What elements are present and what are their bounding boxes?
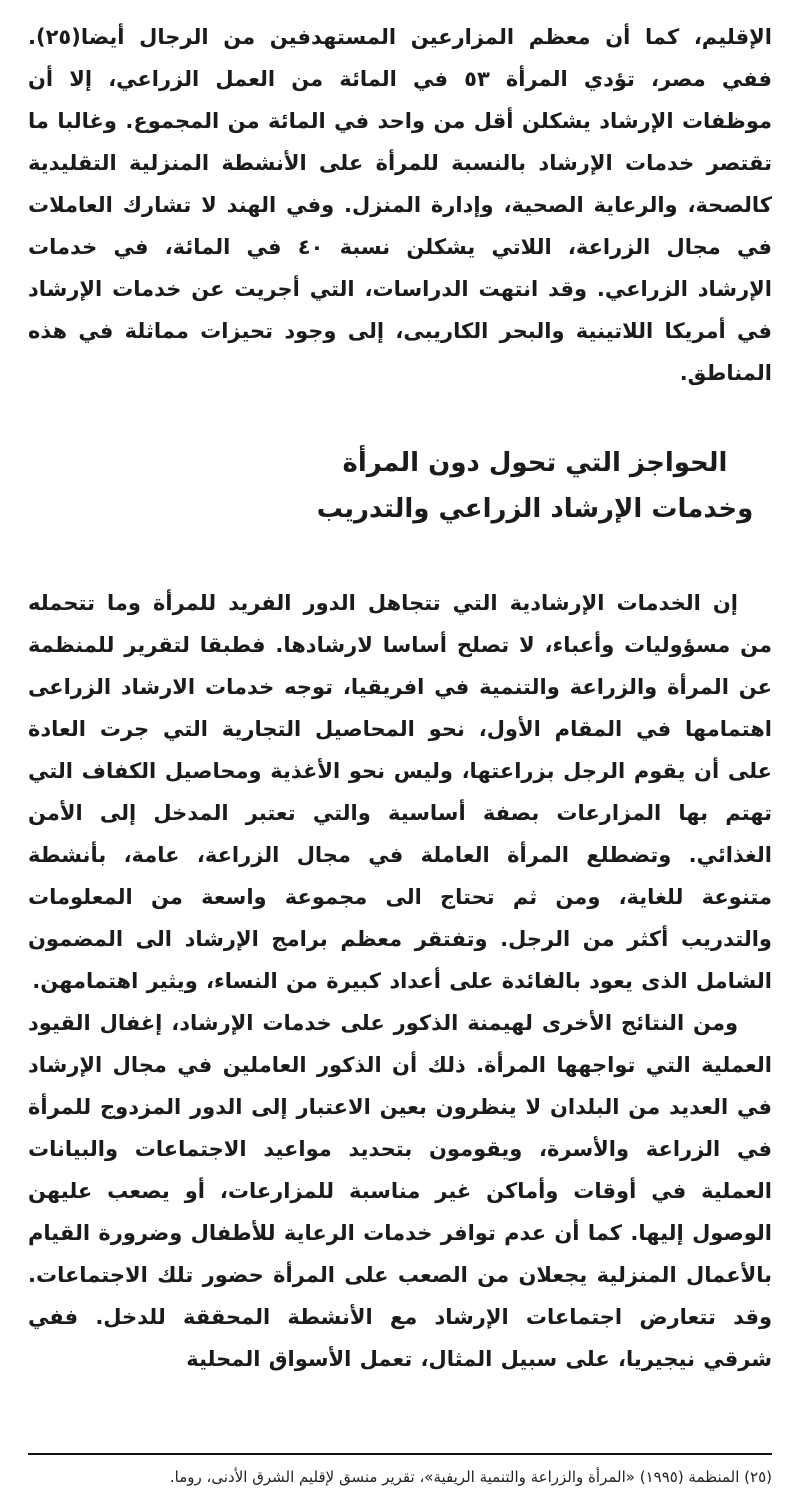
footnote-separator — [28, 1453, 772, 1455]
section-heading — [163, 440, 800, 532]
section-heading-line1: الحواجز التي تحول دون المرأة — [342, 448, 728, 478]
footnote-section — [0, 1453, 800, 1511]
body-paragraph-1: إن الخدمات الإرشادية التي تتجاهل الدور الفريد للمرأة وما تتحمله من مسؤوليات وأعباء، لا تصلح أساسا لارشادها. فطبقا لتقرير للمنظمة عن المرأة والزراعة والتنمية في افريقيا، توجه خدمات الارشاد الزراعى اهتمامها في المقام الأول، نحو المحاصيل التجارية التي جرت العادة على أن يقوم الرجل بزراعتها، وليس نحو الأغذية ومحاصيل الكفاف التي تهتم بها المزارعات بصفة أساسية والتي تعتبر المدخل إلى الأمن الغذائي. وتضطلع المرأة العاملة في مجال الزراعة، عامة، بأنشطة متنوعة للغاية، ومن ثم تحتاج الى مجموعة واسعة من المعلومات والتدريب أكثر من الرجل. وتفتقر معظم برامج الإرشاد الى المضمون الشامل الذى يعود بالفائدة على أعداد كبيرة من النساء، ويثير اهتمامهن. — [28, 591, 772, 993]
intro-paragraph: الإقليم، كما أن معظم المزارعين المستهدفين من الرجال أيضا(٢٥). ففي مصر، تؤدي المرأة ٥٣ في المائة من العمل الزراعي، إلا أن موظفات الإرشاد يشكلن أقل من واحد في المائة من المجموع. وغالبا ما تقتصر خدمات الإرشاد بالنسبة للمرأة على الأنشطة المنزلية التقليدية كالصحة، والرعاية الصحية، وإدارة المنزل. وفي الهند لا تشارك العاملات في مجال الزراعة، اللاتي يشكلن نسبة ٤٠ في المائة، في خدمات الإرشاد الزراعي. وقد انتهت الدراسات، التي أجريت عن خدمات الإرشاد في أمريكا اللاتينية والبحر الكاريبى، إلى وجود تحيزات مماثلة في هذه المناطق. — [28, 25, 773, 385]
footnote-text: (٢٥) المنظمة (١٩٩٥) «المرأة والزراعة والتنمية الريفية»، تقرير منسق لإقليم الشرق الأدنى، روما. — [169, 1468, 772, 1486]
body-paragraph-2: ومن النتائج الأخرى لهيمنة الذكور على خدمات الإرشاد، إغفال القيود العملية التي تواجهها المرأة. ذلك أن الذكور العاملين في مجال الإرشاد في العديد من البلدان لا ينظرون بعين الاعتبار إلى الدور المزدوج للمرأة في الزراعة والأسرة، ويقومون بتحديد مواعيد الاجتماعات والبيانات العملية في أوقات وأماكن غير مناسبة للمزارعات، أو يصعب عليهن الوصول إليها. كما أن عدم توافر خدمات الرعاية للأطفال وضرورة القيام بالأعمال المنزلية يجعلان من الصعب على المرأة حضور تلك الاجتماعات. وقد تتعارض اجتماعات الإرشاد مع الأنشطة المحققة للدخل. ففي شرقي نيجيريا، على سبيل المثال، تعمل الأسواق المحلية — [28, 1011, 772, 1371]
section-heading-line2: وخدمات الإرشاد الزراعي والتدريب — [316, 494, 754, 524]
